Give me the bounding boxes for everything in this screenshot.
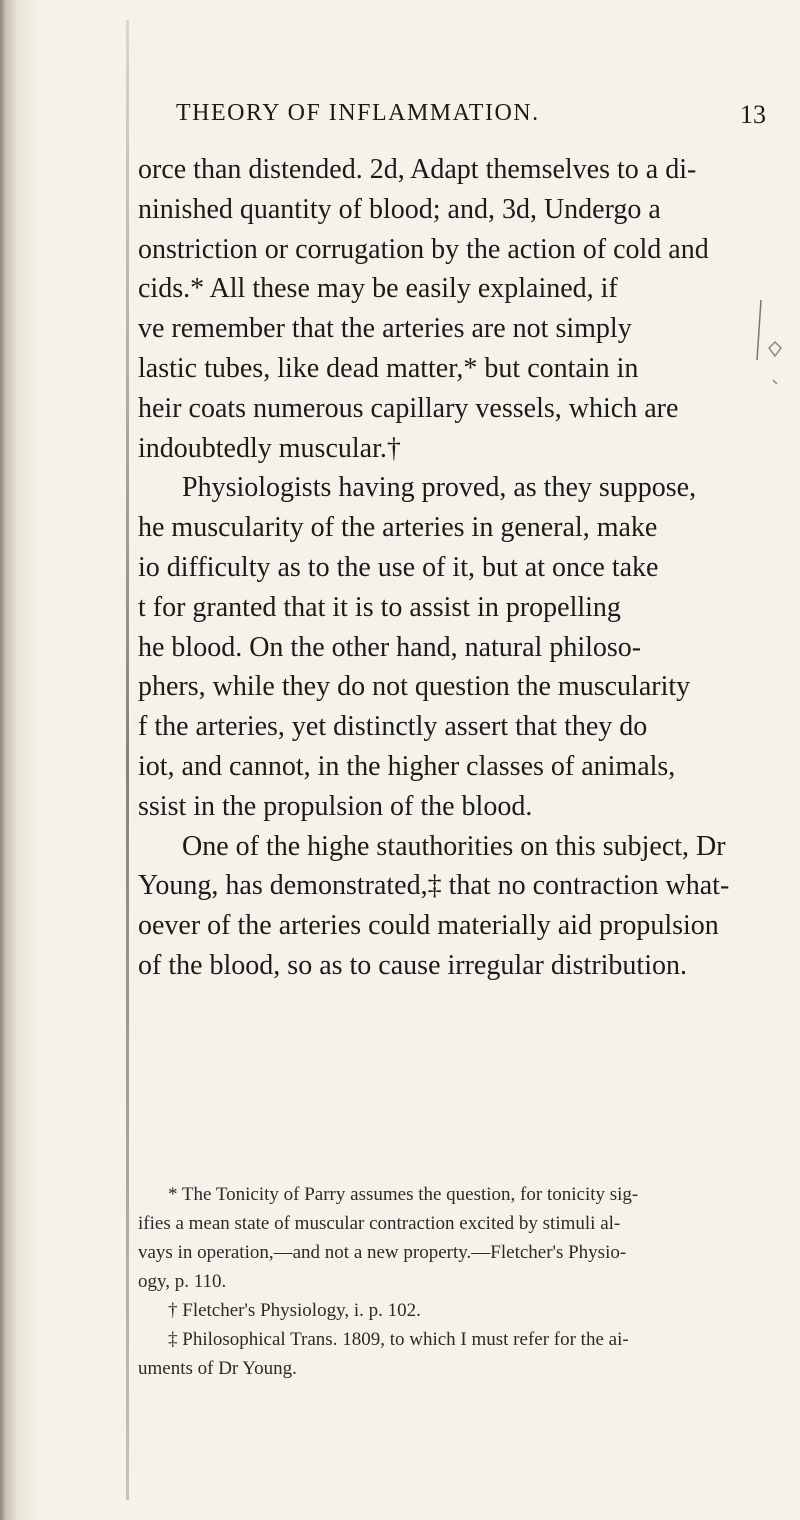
body-line: t for granted that it is to assist in propelling — [138, 591, 621, 623]
body-line: he blood. On the other hand, natural philoso- — [138, 631, 642, 663]
body-line: f the arteries, yet distinctly assert that they do — [138, 711, 648, 743]
gutter-edge — [126, 20, 129, 1500]
footnote-line: * The Tonicity of Parry assumes the question, for tonicity sig- — [168, 1184, 639, 1205]
body-line: heir coats numerous capillary vessels, which are — [138, 392, 679, 424]
footnote-line: ‡ Philosophical Trans. 1809, to which I must refer for the ai- — [168, 1329, 629, 1350]
page-number: 13 — [740, 100, 766, 129]
body-line: iot, and cannot, in the higher classes of animals, — [138, 750, 676, 782]
footnote-line: † Fletcher's Physiology, i. p. 102. — [168, 1300, 421, 1321]
body-line: phers, while they do not question the muscularity — [138, 671, 691, 703]
body-line: indoubtedly muscular.† — [138, 432, 401, 464]
footnotes — [138, 1180, 758, 1383]
book-page — [138, 0, 778, 1520]
body-line: of the blood, so as to cause irregular distribution. — [138, 949, 687, 981]
body-line: oever of the arteries could materially aid propulsion — [138, 910, 719, 942]
paragraph-start-line: One of the highe stauthorities on this subject, Dr — [182, 830, 726, 862]
running-head: THEORY OF INFLAMMATION. — [176, 100, 540, 126]
body-line: ve remember that the arteries are not simply — [138, 313, 632, 345]
body-line: Young, has demonstrated,‡ that no contraction what- — [138, 870, 730, 902]
body-line: io difficulty as to the use of it, but at once take — [138, 551, 659, 583]
body-line: lastic tubes, like dead matter,* but contain in — [138, 352, 639, 384]
body-line: ninished quantity of blood; and, 3d, Undergo a — [138, 193, 661, 225]
body-line: he muscularity of the arteries in general, make — [138, 512, 658, 544]
body-line: cids.* All these may be easily explained, if — [138, 273, 618, 305]
body-line: orce than distended. 2d, Adapt themselves to a di- — [138, 154, 697, 185]
page-header — [176, 100, 766, 140]
footnote-line: uments of Dr Young. — [138, 1358, 297, 1379]
footnote-line: ogy, p. 110. — [138, 1271, 227, 1292]
body-text — [138, 150, 758, 986]
footnote-line: vays in operation,—and not a new property.—Fletcher's Physio- — [138, 1242, 627, 1263]
body-line: onstriction or corrugation by the action of cold and — [138, 233, 709, 265]
body-line: ssist in the propulsion of the blood. — [138, 790, 533, 822]
paragraph-start-line: Physiologists having proved, as they suppose, — [182, 472, 697, 504]
margin-pencil-mark — [755, 300, 795, 400]
footnote-line: ifies a mean state of muscular contraction excited by stimuli al- — [138, 1213, 621, 1234]
book-spine-shadow — [0, 0, 140, 1520]
